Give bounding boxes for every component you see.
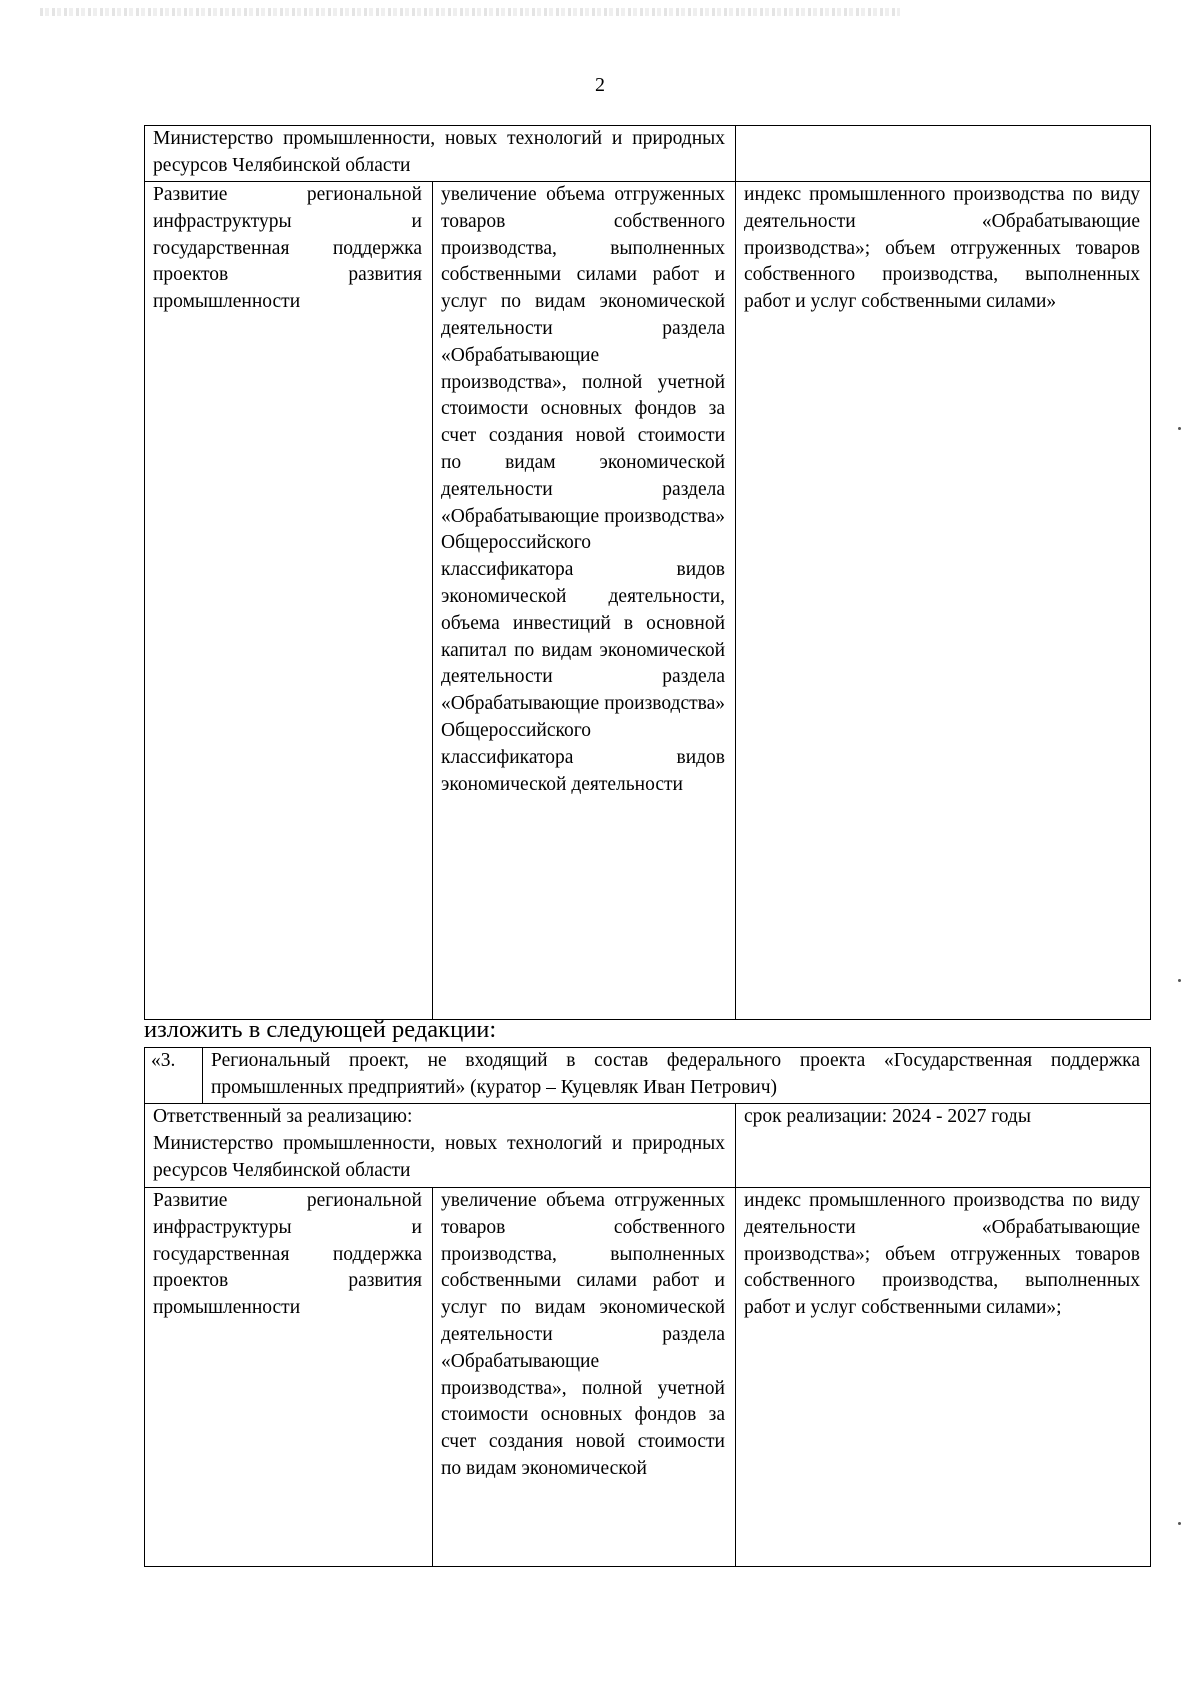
- project-title-cell: Региональный проект, не входящий в состав федерального проекта «Государственная поддержка промышленных предприятий» (куратор – Куцевляк Иван Петрович): [203, 1048, 1151, 1104]
- scan-speck: [1178, 427, 1181, 430]
- empty-header-cell: [736, 126, 1151, 182]
- table-header-row: [145, 126, 1151, 182]
- scan-speck: [1178, 1522, 1181, 1525]
- table-row: [145, 182, 1151, 1020]
- project-number-cell: «3.: [145, 1048, 203, 1104]
- responsible-row: [145, 1104, 1151, 1188]
- table-current-wording: [144, 125, 1151, 1020]
- indicators-cell: индекс промышленного производства по виду деятельности «Обрабатывающие производства»; объем отгруженных товаров собственного производства, выполненных работ и услуг собственными силами»;: [736, 1188, 1151, 1567]
- responsible-cell: [145, 1104, 736, 1188]
- responsible-label: Ответственный за реализацию:: [153, 1106, 413, 1127]
- responsible-ministry-cell: Министерство промышленности, новых технологий и природных ресурсов Челябинской области: [145, 126, 736, 182]
- table-new-wording: [144, 1047, 1151, 1567]
- project-title-row: [145, 1048, 1151, 1104]
- task-cell: Развитие региональной инфраструктуры и государственная поддержка проектов развития промышленности: [145, 182, 433, 1020]
- instruction-heading: изложить в следующей редакции:: [144, 1016, 497, 1043]
- term-cell: срок реализации: 2024 - 2027 годы: [736, 1104, 1151, 1188]
- page-number: 2: [595, 74, 605, 96]
- scan-speck: [1178, 979, 1181, 982]
- scan-artifact: [40, 8, 900, 16]
- task-cell: Развитие региональной инфраструктуры и государственная поддержка проектов развития промышленности: [145, 1188, 433, 1567]
- result-cell: увеличение объема отгруженных товаров собственного производства, выполненных собственными силами работ и услуг по видам экономической деятельности раздела «Обрабатывающие производства», полной учетной стоимости основных фондов за счет создания новой стоимости по видам экономической деятельности раздела «Обрабатывающие производства» Общероссийского классификатора видов экономической деятельности, объема инвестиций в основной капитал по видам экономической деятельности раздела «Обрабатывающие производства» Общероссийского классификатора видов экономической деятельности: [433, 182, 736, 1020]
- table-row: [145, 1188, 1151, 1567]
- responsible-value: Министерство промышленности, новых технологий и природных ресурсов Челябинской области: [153, 1132, 725, 1181]
- result-cell: увеличение объема отгруженных товаров собственного производства, выполненных собственными силами работ и услуг по видам экономической деятельности раздела «Обрабатывающие производства», полной учетной стоимости основных фондов за счет создания новой стоимости по видам экономической: [433, 1188, 736, 1567]
- indicators-cell: индекс промышленного производства по виду деятельности «Обрабатывающие производства»; объем отгруженных товаров собственного производства, выполненных работ и услуг собственными силами»: [736, 182, 1151, 1020]
